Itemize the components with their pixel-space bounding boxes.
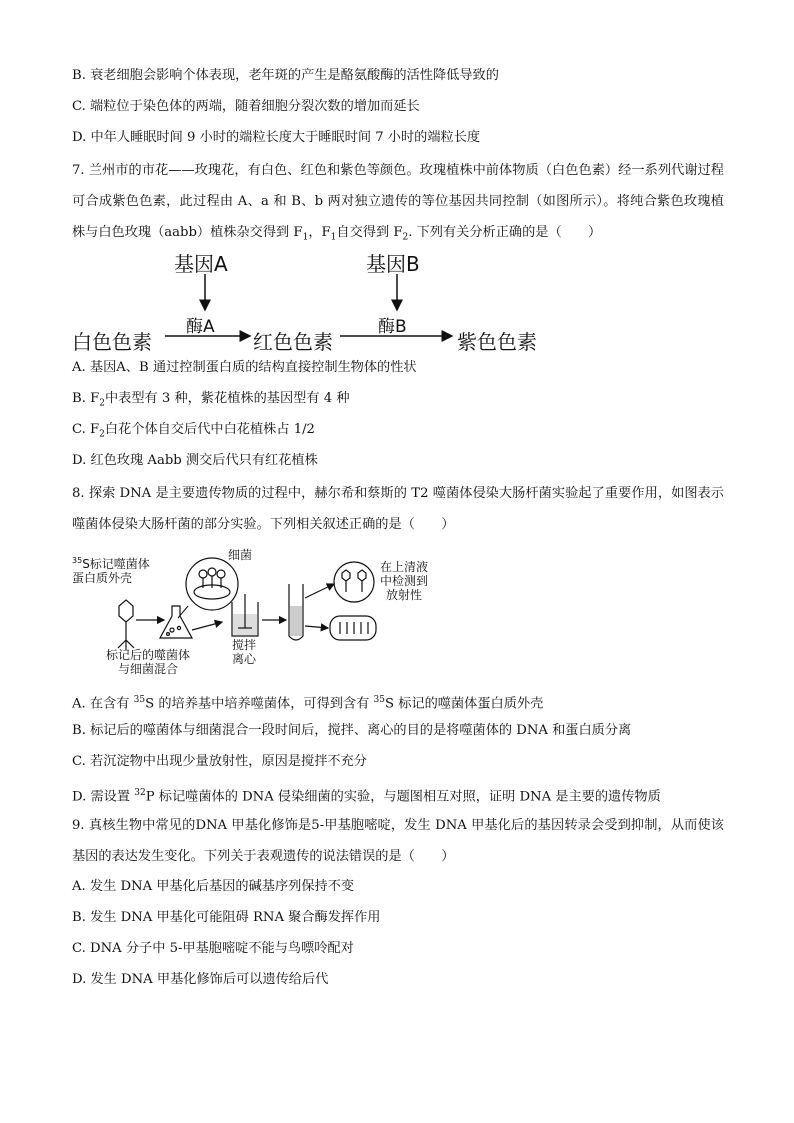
sediment-bacteria-icon [330,616,376,640]
q8-option-d: D. 需设置 $^{32}$P 标记噬菌体的 DNA 侵染细菌的实验，与题图相互对照，证明 DNA 是主要的遗传物质 [72,788,661,805]
q8-stem: 8. 探索 DNA 是主要遗传物质的过程中，赫尔希和蔡斯的 T2 噬菌体侵染大肠杆菌实验起了重要作用，如图表示噬菌体侵染大肠杆菌的部分实验。下列相关叙述正确的是（ ） [72,486,724,532]
q8-option-c: C. 若沉淀物中出现少量放射性，原因是搅拌不充分 [72,754,367,769]
q9-stem: 9. 真核生物中常见的DNA 甲基化修饰是5-甲基胞嘧啶，发生 DNA 甲基化后的基因转录会受到抑制，从而使该基因的表达发生变化。下列关于表观遗传的说法错误的是（ ） [72,818,724,864]
phage-infection-figure [72,548,472,680]
bacteria-zoom-icon [186,558,238,610]
gene-a-label: 基因A [174,252,228,276]
q8-option-a: A. 在含有 $^{35}$S 的培养基中培养噬菌体，可得到含有 $^{35}$S 标记的噬菌体蛋白质外壳 [72,695,544,712]
flask-icon [160,606,192,638]
pigment-pathway-diagram [72,246,562,356]
white-pigment-label: 白色色素 [72,330,152,354]
purple-pigment-label: 紫色色素 [457,330,537,354]
enzyme-b-label: 酶B [378,317,407,337]
supernatant-phage-icon [334,562,374,602]
q6-option-b: B. 衰老细胞会影响个体表现，老年斑的产生是酪氨酸酶的活性降低导致的 [72,68,499,83]
q6-option-d: D. 中年人睡眠时间 9 小时的端粒长度大于睡眠时间 7 小时的端粒长度 [72,130,481,145]
q8-option-b: B. 标记后的噬菌体与细菌混合一段时间后，搅拌、离心的目的是将噬菌体的 DNA 和蛋白质分离 [72,723,632,738]
mix-label: 标记后的噬菌体 与细菌混合 [106,648,191,676]
q9-option-d: D. 发生 DNA 甲基化修饰后可以遗传给后代 [72,972,329,987]
q7-option-b: B. $F_2$中表型有 3 种，紫花植株的基因型有 4 种 [72,391,350,409]
q7-stem: 7. 兰州市的市花——玫瑰花，有白色、红色和紫色等颜色。玫瑰植株中前体物质（白色色素）经一系列代谢过程可合成紫色色素，此过程由 A、a 和 B、b 两对独立遗传的等位基因共同控制（如图所示）。将纯合紫色玫瑰植株与白色玫瑰（aabb）植株杂交得到 $F_1$，$F_1$自交得到 $F_2$. 下列有关分析正确的是（ ） [72,163,724,243]
centrifuge-tube-icon [289,584,303,640]
result-label: 在上清液 中检测到 放射性 [380,560,429,602]
q7-option-d: D. 红色玫瑰 Aabb 测交后代只有红花植株 [72,453,318,468]
bacteria-label: 细菌 [228,548,253,562]
gene-b-label: 基因B [366,252,420,276]
red-pigment-label: 红色色素 [253,330,333,354]
q7-option-c: C. $F_2$白花个体自交后代中白花植株占 1/2 [72,422,315,440]
q9-option-c: C. DNA 分子中 5-甲基胞嘧啶不能与鸟嘌呤配对 [72,941,354,956]
q9-option-a: A. 发生 DNA 甲基化后基因的碱基序列保持不变 [72,879,355,894]
stir-centrifuge-label: 搅拌 离心 [232,638,257,666]
phage-icon [118,600,134,650]
q7-option-a: A. 基因A、B 通过控制蛋白质的结构直接控制生物体的性状 [72,360,417,375]
phage-label: $^{35}$S标记噬菌体 蛋白质外壳 [72,556,150,585]
q9-option-b: B. 发生 DNA 甲基化可能阻碍 RNA 聚合酶发挥作用 [72,910,381,925]
enzyme-a-label: 酶A [186,317,215,337]
beaker-icon [232,594,258,636]
q6-option-c: C. 端粒位于染色体的两端，随着细胞分裂次数的增加而延长 [72,99,420,114]
